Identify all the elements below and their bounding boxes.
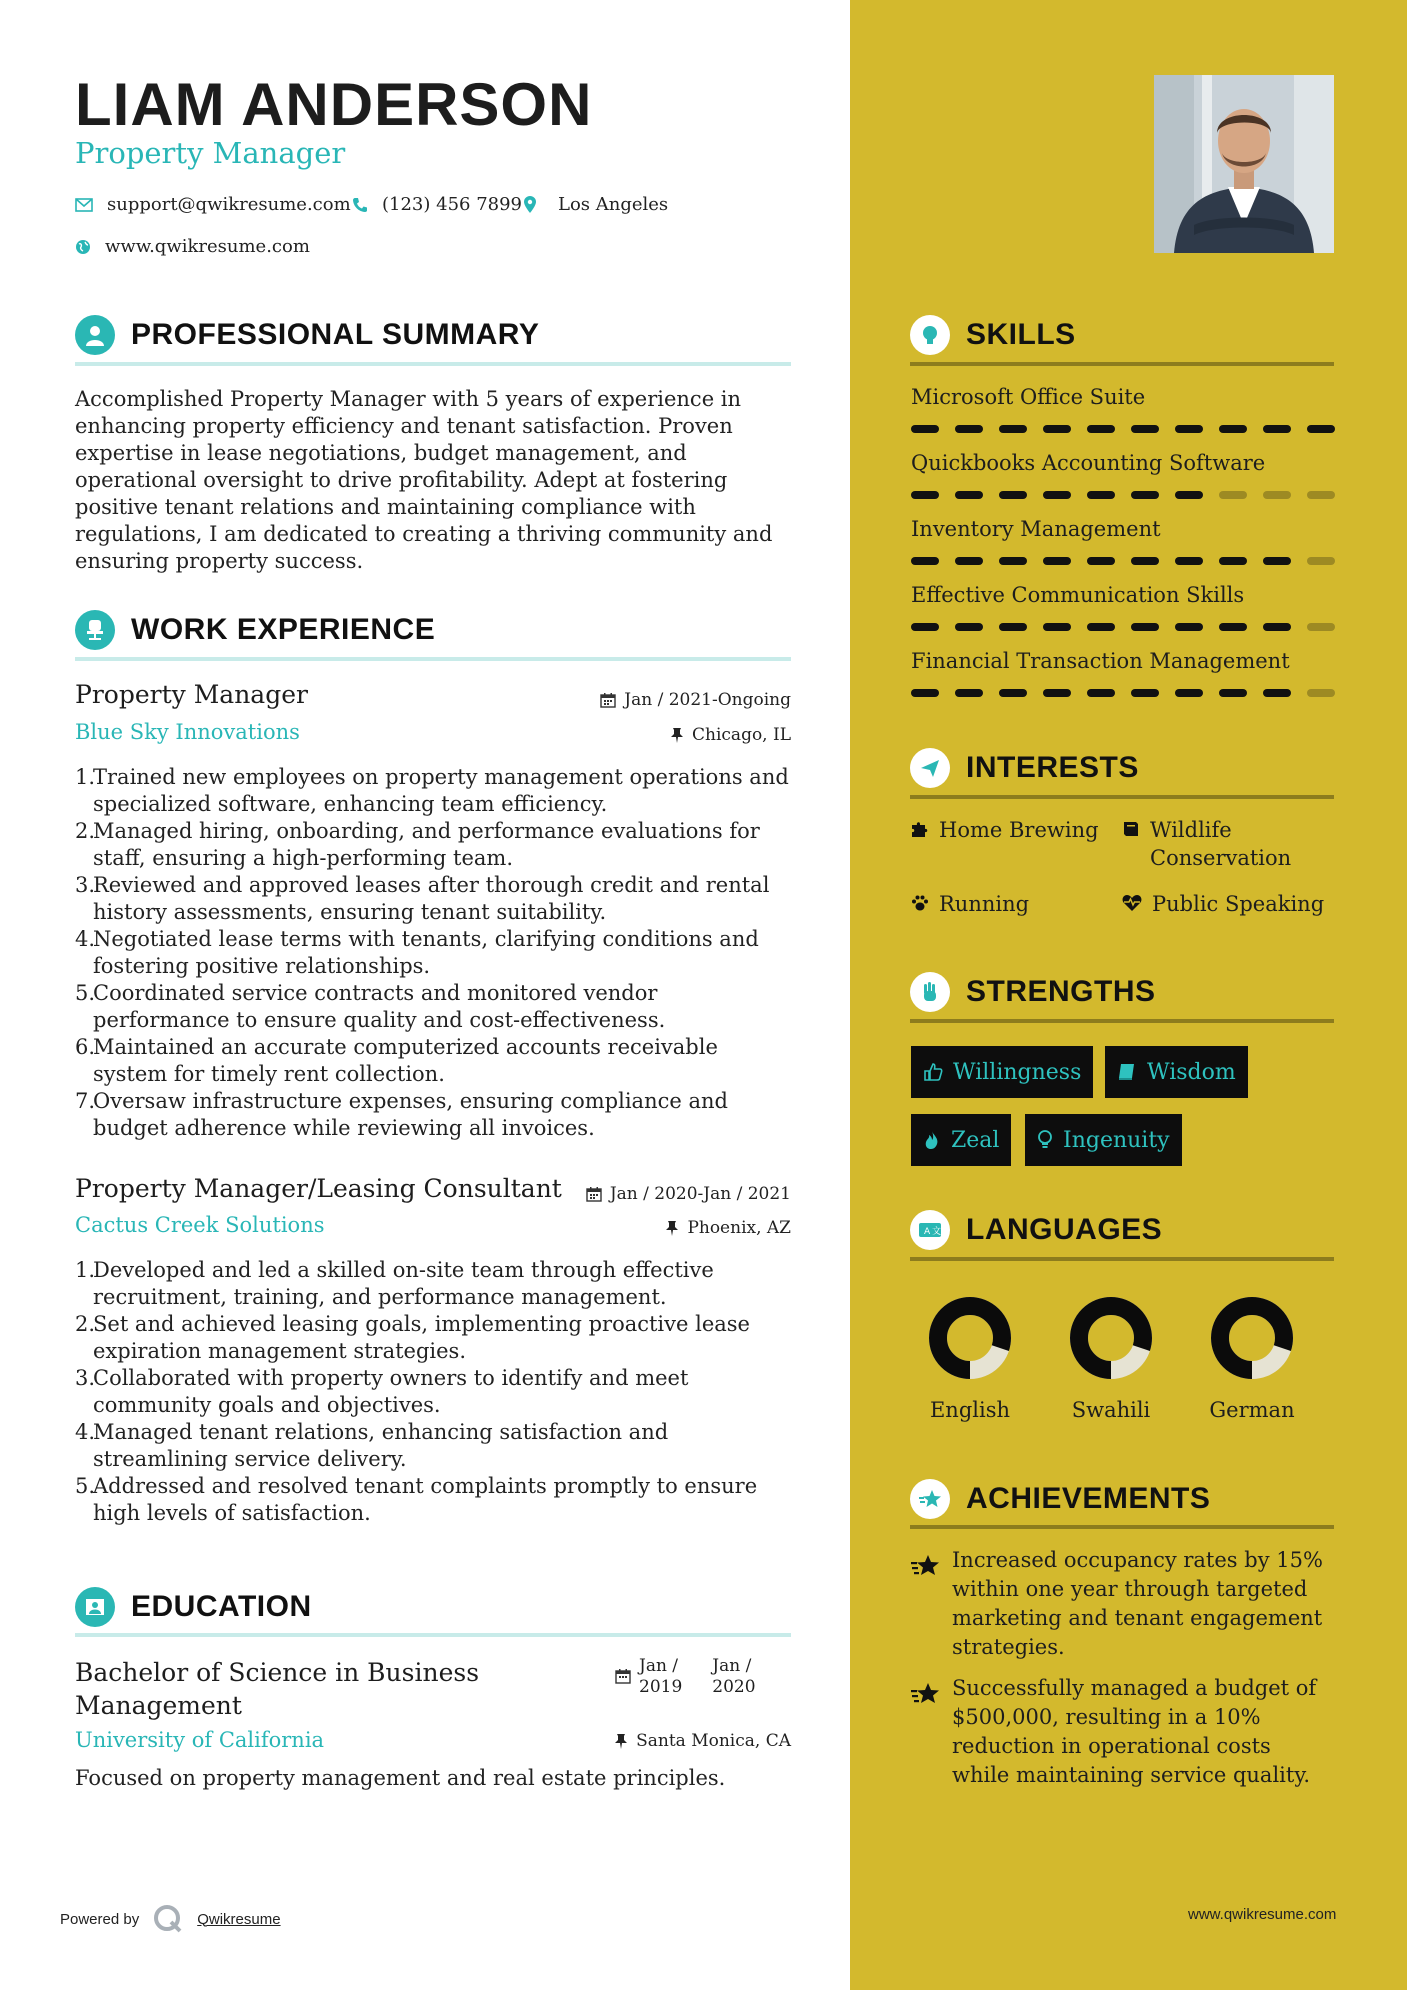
skill-dash [999, 689, 1027, 697]
skill-dash [1043, 425, 1071, 433]
skill-label: Microsoft Office Suite [911, 385, 1146, 409]
education-dates: Jan / 2019 Jan / 2020 [615, 1656, 756, 1698]
pin-icon [665, 1220, 679, 1236]
list-item: 2. Managed hiring, onboarding, and performance evaluations for staff, ensuring a high-performing team. [75, 819, 760, 870]
profile-photo [1154, 75, 1334, 253]
skill-dash [999, 491, 1027, 499]
skill-dash [911, 623, 939, 631]
location-text: Los Angeles [558, 194, 669, 215]
achievements-divider [910, 1525, 1334, 1529]
achievement-item: Successfully managed a budget of $500,000, resulting in a 10% reduction in operational costs while maintaining service quality. [910, 1674, 1330, 1790]
list-item: 1. Trained new employees on property management operations and specialized software, enhancing team efficiency. [75, 765, 789, 816]
strengths-title: STRENGTHS [966, 975, 1156, 1008]
skill-dash [955, 425, 983, 433]
skill-dash [999, 623, 1027, 631]
skill-label: Inventory Management [911, 517, 1161, 541]
footer-powered-by: Powered by Qwikresume [60, 1904, 281, 1934]
candidate-role: Property Manager [75, 136, 346, 170]
skill-dash [1087, 491, 1115, 499]
achievement-item: Increased occupancy rates by 15% within one year through targeted marketing and tenant engagement strategies. [910, 1546, 1330, 1662]
skill-bar [911, 689, 1335, 697]
education-divider [75, 1633, 791, 1637]
hand-icon [910, 972, 950, 1012]
graduation-icon [75, 1587, 115, 1627]
qwikresume-logo-icon [153, 1904, 183, 1934]
education-description: Focused on property management and real estate principles. [75, 1766, 726, 1790]
paw-icon [911, 894, 929, 912]
strength-chip: Wisdom [1105, 1046, 1248, 1098]
phone-text: (123) 456 7899 [382, 194, 523, 215]
summary-heading [75, 315, 539, 355]
skill-bar [911, 425, 1335, 433]
interest-item: Wildlife Conservation [1122, 816, 1291, 872]
language-icon [910, 1210, 950, 1250]
skill-label: Quickbooks Accounting Software [911, 451, 1266, 475]
skill-dash [1175, 623, 1203, 631]
language-donut [928, 1296, 1012, 1380]
job-bullets [75, 1257, 795, 1527]
language-label: German [1209, 1398, 1295, 1422]
interests-title: INTERESTS [966, 751, 1139, 784]
skill-dash [1043, 689, 1071, 697]
skill-dash [1263, 425, 1291, 433]
skill-bar [911, 491, 1335, 499]
book-icon [1117, 1062, 1137, 1082]
strengths-heading [910, 972, 1156, 1012]
lightbulb-icon [910, 315, 950, 355]
globe-icon [75, 239, 91, 255]
contact-email[interactable] [75, 194, 351, 215]
achievements-heading [910, 1479, 1210, 1519]
skill-bar [911, 623, 1335, 631]
skill-dash [999, 557, 1027, 565]
envelope-icon [75, 198, 93, 212]
skill-dash [1307, 491, 1335, 499]
calendar-icon [600, 692, 616, 708]
svg-text:A: A [924, 1227, 931, 1237]
skills-title: SKILLS [966, 318, 1076, 351]
skill-label: Financial Transaction Management [911, 649, 1290, 673]
list-item: 7. Oversaw infrastructure expenses, ensuring compliance and budget adherence while reviewing all invoices. [75, 1089, 728, 1140]
job-dates: Jan / 2021-Ongoing [560, 690, 791, 710]
skills-heading [910, 315, 1076, 355]
skill-dash [955, 491, 983, 499]
strength-chip: Willingness [911, 1046, 1093, 1098]
language-label: English [929, 1398, 1011, 1422]
interests-heading [910, 748, 1139, 788]
phone-icon [352, 197, 368, 213]
svg-text:文: 文 [932, 1227, 942, 1237]
skill-dash [1263, 689, 1291, 697]
summary-text: Accomplished Property Manager with 5 years of experience in enhancing property efficiency and tenant satisfaction. Proven expertise in lease negotiations, budget management, and operational oversight to drive profitability. Adept at fostering positive tenant relations and maintaining compliance with regulations, I am dedicated to creating a thriving community and ensuring property success. [75, 387, 773, 573]
contact-website[interactable] [75, 236, 310, 257]
skill-dash [1307, 425, 1335, 433]
skill-dash [955, 623, 983, 631]
contact-location [524, 194, 668, 215]
skill-dash [1175, 425, 1203, 433]
school-name: University of California [75, 1728, 325, 1752]
job-dates: Jan / 2020-Jan / 2021 [560, 1184, 791, 1204]
skill-dash [1131, 623, 1159, 631]
job-location: Chicago, IL [560, 725, 791, 745]
list-item: 5. Coordinated service contracts and monitored vendor performance to ensure quality and cost-effectiveness. [75, 981, 666, 1032]
skill-dash [1219, 491, 1247, 499]
education-heading [75, 1587, 312, 1627]
pin-icon [670, 727, 684, 743]
interests-divider [910, 795, 1334, 799]
skill-dash [955, 689, 983, 697]
calendar-icon [615, 1668, 631, 1684]
experience-divider [75, 657, 791, 661]
interest-item: Running [911, 890, 1029, 918]
thumbs-up-icon [923, 1062, 943, 1082]
skill-dash [1131, 491, 1159, 499]
user-icon [75, 315, 115, 355]
strength-chip: Zeal [911, 1114, 1011, 1166]
calendar-icon [586, 1186, 602, 1202]
skill-dash [1175, 491, 1203, 499]
paper-plane-icon [910, 748, 950, 788]
list-item: 3. Collaborated with property owners to identify and meet community goals and objectives. [75, 1366, 689, 1417]
skill-dash [1175, 689, 1203, 697]
candidate-name: LIAM ANDERSON [75, 71, 593, 138]
skill-dash [1043, 491, 1071, 499]
skill-dash [1219, 425, 1247, 433]
list-item: 3. Reviewed and approved leases after thorough credit and rental history assessments, ensuring tenant suitability. [75, 873, 770, 924]
skill-dash [911, 491, 939, 499]
job-title: Property Manager/Leasing Consultant [75, 1174, 562, 1203]
pin-icon [614, 1733, 628, 1749]
map-marker-icon [524, 196, 536, 213]
skills-divider [910, 362, 1334, 366]
heartbeat-icon [1122, 894, 1142, 912]
company-name: Blue Sky Innovations [75, 720, 300, 744]
skill-dash [999, 425, 1027, 433]
language-donut [1210, 1296, 1294, 1380]
company-name: Cactus Creek Solutions [75, 1213, 325, 1237]
skill-bar [911, 557, 1335, 565]
education-location: Santa Monica, CA [560, 1731, 791, 1751]
list-item: 6. Maintained an accurate computerized accounts receivable system for timely rent collection. [75, 1035, 718, 1086]
skill-dash [1087, 425, 1115, 433]
skill-dash [1175, 557, 1203, 565]
list-item: 1. Developed and led a skilled on-site team through effective recruitment, training, and performance management. [75, 1258, 714, 1309]
education-title: EDUCATION [131, 1590, 312, 1623]
email-text: support@qwikresume.com [107, 194, 351, 215]
list-item: 4. Managed tenant relations, enhancing satisfaction and streamlining service delivery. [75, 1420, 669, 1471]
language-donut [1069, 1296, 1153, 1380]
strength-chip: Ingenuity [1025, 1114, 1182, 1166]
language-label: Swahili [1071, 1398, 1151, 1422]
skill-dash [1307, 557, 1335, 565]
skill-dash [1087, 557, 1115, 565]
lightbulb-icon [1037, 1130, 1053, 1150]
chair-icon [75, 610, 115, 650]
skill-dash [1263, 557, 1291, 565]
experience-heading [75, 610, 435, 650]
degree-title: Bachelor of Science in Business Management [75, 1658, 480, 1720]
trophy-star-icon [910, 1682, 940, 1706]
list-item: 2. Set and achieved leasing goals, implementing proactive lease expiration management strategies. [75, 1312, 750, 1363]
footer-website[interactable]: www.qwikresume.com [1188, 1906, 1337, 1923]
summary-divider [75, 362, 791, 366]
skill-dash [1307, 689, 1335, 697]
skill-label: Effective Communication Skills [911, 583, 1245, 607]
skill-dash [1307, 623, 1335, 631]
book-icon [1122, 820, 1140, 838]
skill-dash [1131, 425, 1159, 433]
languages-title: LANGUAGES [966, 1213, 1163, 1246]
job-location: Phoenix, AZ [560, 1218, 791, 1238]
experience-title: WORK EXPERIENCE [131, 613, 436, 646]
skill-dash [1087, 623, 1115, 631]
puzzle-icon [911, 820, 929, 838]
skill-dash [1087, 689, 1115, 697]
languages-heading [910, 1210, 1162, 1250]
contact-phone[interactable] [352, 194, 522, 215]
skill-dash [911, 689, 939, 697]
skill-dash [1263, 623, 1291, 631]
skill-dash [1219, 623, 1247, 631]
trophy-star-icon [910, 1554, 940, 1578]
flame-icon [923, 1130, 941, 1150]
interest-item: Public Speaking [1122, 890, 1324, 918]
qwikresume-link[interactable]: Qwikresume [197, 1910, 281, 1928]
list-item: 5. Addressed and resolved tenant complaints promptly to ensure high levels of satisfaction. [75, 1474, 758, 1525]
interest-item: Home Brewing [911, 816, 1099, 844]
skill-dash [1219, 557, 1247, 565]
list-item: 4. Negotiated lease terms with tenants, clarifying conditions and fostering positive relationships. [75, 927, 759, 978]
skill-dash [911, 425, 939, 433]
skill-dash [1131, 689, 1159, 697]
skill-dash [1131, 557, 1159, 565]
skill-dash [955, 557, 983, 565]
job-title: Property Manager [75, 680, 308, 709]
languages-divider [910, 1257, 1334, 1261]
skill-dash [1043, 623, 1071, 631]
website-text: www.qwikresume.com [105, 236, 310, 257]
skill-dash [1263, 491, 1291, 499]
skill-dash [1219, 689, 1247, 697]
strengths-divider [910, 1019, 1334, 1023]
skill-dash [1043, 557, 1071, 565]
skill-dash [911, 557, 939, 565]
achievements-title: ACHIEVEMENTS [966, 1482, 1211, 1515]
summary-title: PROFESSIONAL SUMMARY [131, 318, 540, 351]
job-bullets [75, 764, 795, 1142]
star-icon [910, 1479, 950, 1519]
